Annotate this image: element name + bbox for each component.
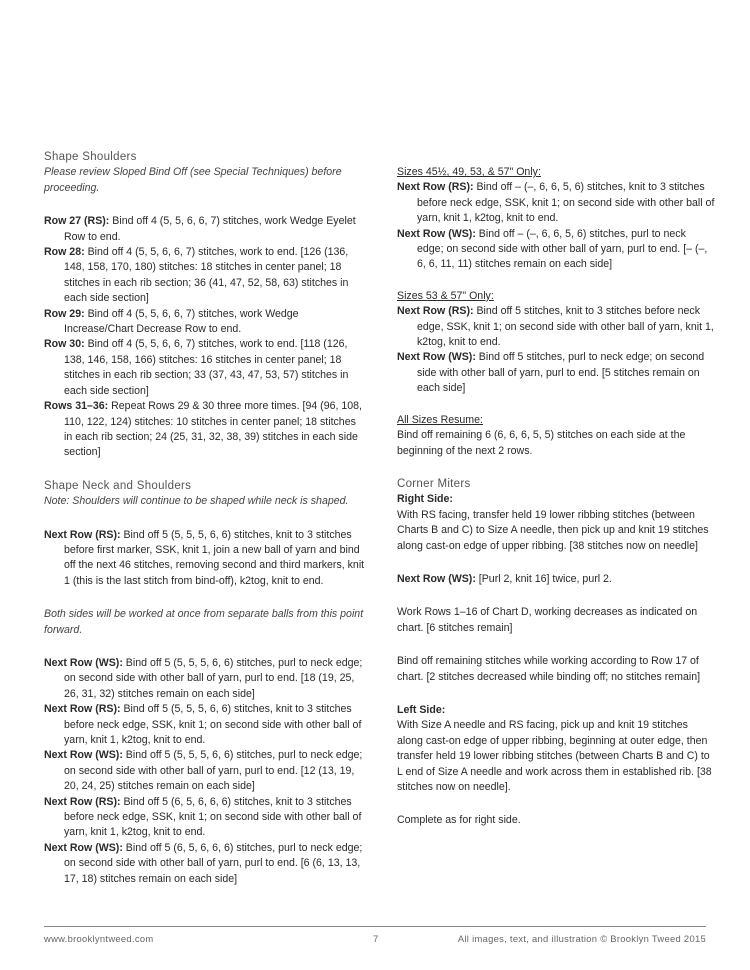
page-number: 7 (373, 933, 379, 944)
sizes-a-heading: Sizes 45½, 49, 53, & 57" Only: (397, 166, 541, 178)
right-column (397, 150, 715, 829)
corner-miters-heading: Corner Miters (397, 477, 471, 490)
row-27: Row 27 (RS): Bind off 4 (5, 5, 6, 6, 7) stitches, work Wedge Eyelet Row to end. (44, 215, 356, 243)
website-link[interactable]: www.brooklyntweed.com (44, 933, 154, 944)
sizes-b-row: Next Row (WS): Bind off 5 stitches, purl to neck edge; on second side with other ball of yarn, purl to end. [5 stitches remain on each side] (397, 351, 705, 395)
right-side-label: Right Side: (397, 493, 453, 506)
neck-row: Next Row (WS): Bind off 5 (6, 5, 6, 6, 6) stitches, purl to neck edge; on second side with other ball of yarn, purl to end. [6 (6, 13, 13, 17, 18) stitches remain on each side] (44, 841, 363, 885)
bind-off-text: Bind off remaining stitches while working according to Row 17 of chart. [2 stitches decreased while binding off; no stitches remain] (397, 655, 701, 683)
chart-d-text: Work Rows 1–16 of Chart D, working decreases as indicated on chart. [6 stitches remain] (397, 606, 698, 634)
copyright: All images, text, and illustration © Brooklyn Tweed 2015 (457, 933, 706, 944)
sizes-b-row: Next Row (RS): Bind off 5 stitches, knit to 3 stitches before neck edge, SSK, knit 1; on second side with other ball of yarn, knit 1, k2tog, knit to end. (397, 305, 714, 349)
complete-text: Complete as for right side. (397, 814, 521, 827)
left-column (44, 150, 366, 887)
shape-neck-note: Note: Shoulders will continue to be shaped while neck is shaped. (44, 495, 349, 508)
sizes-b-heading: Sizes 53 & 57" Only: (397, 289, 494, 302)
row-30: Row 30: Bind off 4 (5, 5, 6, 6, 7) stitches, work to end. [118 (126, 138, 146, 158, 166) stitches: 16 stitches in center panel; 18 stitches in each rib section; 33 (37, 43, 47, 53, 57) stitches in each side section] (44, 338, 349, 397)
row-28: Row 28: Bind off 4 (5, 5, 6, 6, 7) stitches, work to end. [126 (136, 148, 158, 170, 180) stitches: 18 stitches in center panel; 18 stitches in each rib section; 36 (41, 47, 52, 58, 63) stitches in each side section] (44, 246, 349, 305)
left-side-label: Left Side: (397, 703, 446, 716)
shape-shoulders-note: Please review Sloped Bind Off (see Special Techniques) before proceeding. (44, 166, 342, 194)
shape-shoulders-heading: Shape Shoulders (44, 151, 137, 163)
sizes-a-row: Next Row (RS): Bind off – (–, 6, 6, 5, 6) stitches, knit to 3 stitches before neck edge, SSK, knit 1; on second side with other ball of yarn, knit 1, k2tog, knit to end. (397, 181, 715, 225)
all-sizes-resume-text: Bind off remaining 6 (6, 6, 6, 5, 5) stitches on each side at the beginning of the next 2 rows. (397, 429, 686, 457)
neck-row: Next Row (WS): Bind off 5 (5, 5, 5, 6, 6) stitches, purl to neck edge; on second side with other ball of yarn, purl to end. [12 (13, 19, 20, 24, 25) stitches remain on each side] (44, 749, 363, 793)
neck-row: Next Row (RS): Bind off 5 (6, 5, 6, 6, 6) stitches, knit to 3 stitches before neck edge, SSK, knit 1; on second side with other ball of yarn, knit 1, k2tog, knit to end. (44, 795, 362, 839)
shape-neck-heading: Shape Neck and Shoulders (44, 479, 192, 492)
both-sides-note: Both sides will be worked at once from separate balls from this point forward. (44, 608, 364, 636)
neck-row: Next Row (WS): Bind off 5 (5, 5, 5, 6, 6) stitches, purl to neck edge; on second side with other ball of yarn, purl to end. [18 (19, 25, 26, 31, 32) stitches remain on each side] (44, 656, 363, 700)
next-row-ws: Next Row (WS): [Purl 2, knit 16] twice, purl 2. (397, 572, 612, 585)
left-side-text: With Size A needle and RS facing, pick up and knit 19 stitches along cast-on edge of upper ribbing, beginning at outer edge, then transfer held 19 lower ribbing stitches (between Charts B and C) to L end of Size A needle and work across them in established rib. [38 stitches now on needle]. (397, 719, 712, 793)
right-side-text: With RS facing, transfer held 19 lower ribbing stitches (between Charts B and C) to Size A needle, then pick up and knit 19 stitches along cast-on edge of upper ribbing. [38 stitches now on needle] (397, 508, 709, 552)
sizes-a-row: Next Row (WS): Bind off – (–, 6, 6, 5, 6) stitches, purl to neck edge; on second side with other ball of yarn, purl to end. [– (–, 6, 6, 11, 11) stitches remain on each side] (397, 227, 708, 271)
all-sizes-resume-heading: All Sizes Resume: (397, 413, 483, 426)
page-footer (44, 926, 706, 944)
neck-first-row: Next Row (RS): Bind off 5 (5, 5, 5, 6, 6) stitches, knit to 3 stitches before first marker, SSK, knit 1, join a new ball of yarn and bind off the next 46 stitches, removing second and third markers, knit 1 (this is the last stitch from bind-off), k2tog, knit to end. (44, 528, 365, 587)
rows-31-36: Rows 31–36: Repeat Rows 29 & 30 three more times. [94 (96, 108, 110, 122, 124) stitches: 10 stitches in center panel; 18 stitches in each rib section; 24 (25, 31, 32, 38, 39) stitches in each side section] (44, 400, 362, 459)
neck-row: Next Row (RS): Bind off 5 (5, 5, 5, 6, 6) stitches, knit to 3 stitches before neck edge, SSK, knit 1; on second side with other ball of yarn, knit 1, k2tog, knit to end. (44, 703, 362, 746)
row-29: Row 29: Bind off 4 (5, 5, 6, 6, 7) stitches, work Wedge Increase/Chart Decrease Row to end. (44, 307, 299, 336)
